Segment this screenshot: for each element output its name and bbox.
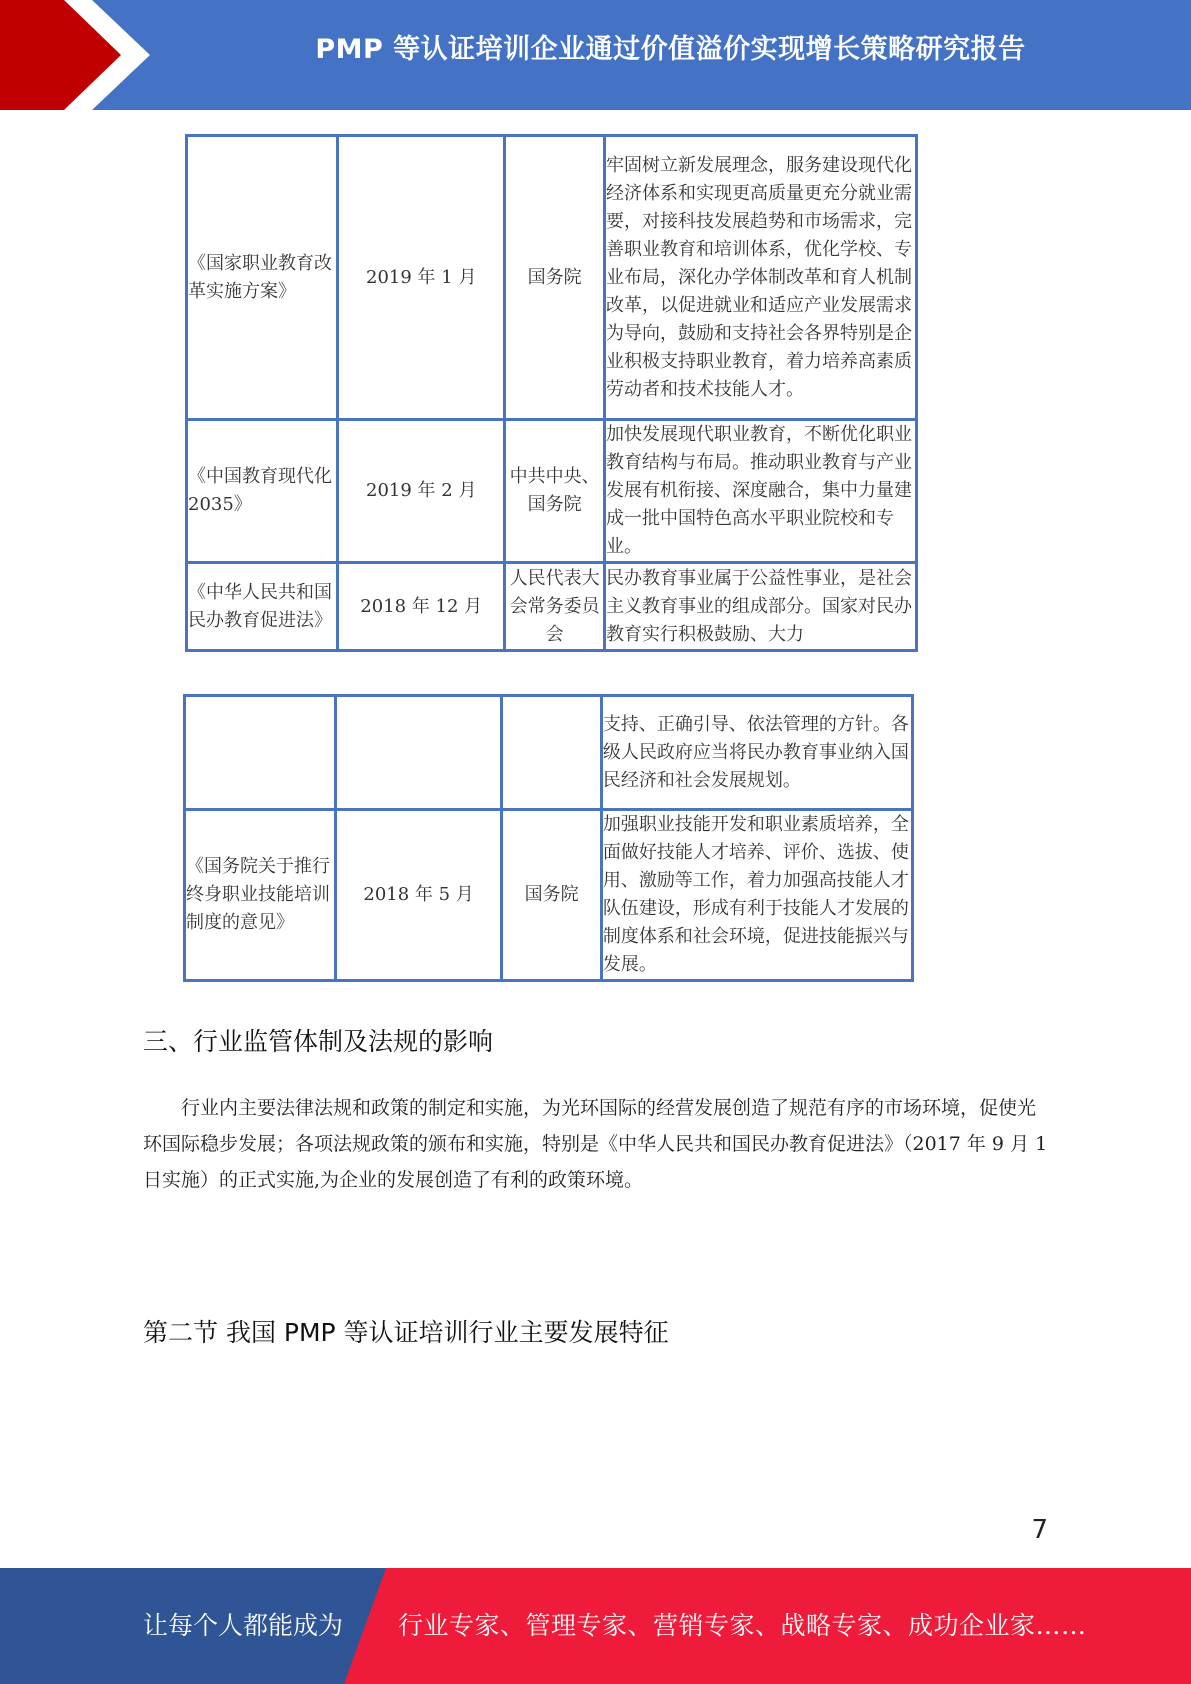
policy-date-cell: 2019 年 2 月: [338, 420, 505, 563]
policy-date-cell: 2018 年 5 月: [335, 810, 502, 981]
policy-name-cell: [185, 696, 336, 810]
policy-date-cell: 2019 年 1 月: [338, 136, 505, 420]
table-row: [187, 563, 917, 651]
table-row: [185, 810, 913, 981]
policy-org-cell: 人民代表大会常务委员会: [505, 563, 605, 651]
section-paragraph: 行业内主要法律法规和政策的制定和实施，为光环国际的经营发展创造了规范有序的市场环境，促使光环国际稳步发展；各项法规政策的颁布和实施，特别是《中华人民共和国民办教育促进法》（2017 年 9 月 1 日实施）的正式实施,为企业的发展创造了有利的政策环境。: [143, 1097, 1048, 1191]
policy-name-cell: 《国家职业教育改革实施方案》: [187, 136, 338, 420]
policy-org-cell: 国务院: [505, 136, 605, 420]
policy-desc-cell: 民办教育事业属于公益性事业，是社会主义教育事业的组成部分。国家对民办教育实行积极鼓励、大力: [605, 563, 917, 651]
policy-date-cell: 2018 年 12 月: [338, 563, 505, 651]
policy-name-cell: 《国务院关于推行终身职业技能培训制度的意见》: [185, 810, 336, 981]
policy-date-cell: [335, 696, 502, 810]
table-row: [185, 696, 913, 810]
policy-org-cell: 中共中央、国务院: [505, 420, 605, 563]
header-arrow-decoration: [0, 0, 160, 110]
report-title: PMP 等认证培训企业通过价值溢价实现增长策略研究报告: [315, 34, 1026, 65]
policy-desc-cell: 加快发展现代职业教育，不断优化职业教育结构与布局。推动职业教育与产业发展有机衔接、深度融合，集中力量建成一批中国特色高水平职业院校和专业。: [605, 420, 917, 563]
policy-name-cell: 《中国教育现代化 2035》: [187, 420, 338, 563]
policy-desc-cell: 支持、正确引导、依法管理的方针。各级人民政府应当将民办教育事业纳入国民经济和社会发展规划。: [601, 696, 912, 810]
page-number: 7: [1031, 1515, 1048, 1545]
footer-slogan-right: 行业专家、管理专家、营销专家、战略专家、成功企业家……: [398, 1611, 1087, 1640]
policy-desc-cell: 牢固树立新发展理念，服务建设现代化经济体系和实现更高质量更充分就业需要，对接科技发展趋势和市场需求，完善职业教育和培训体系，优化学校、专业布局，深化办学体制改革和育人机制改革，以促进就业和适应产业发展需求为导向，鼓励和支持社会各界特别是企业积极支持职业教育，着力培养高素质劳动者和技术技能人才。: [605, 136, 917, 420]
policy-name-cell: 《中华人民共和国民办教育促进法》: [187, 563, 338, 651]
footer-slogan-left: 让每个人都能成为: [143, 1611, 344, 1640]
policy-org-cell: 国务院: [502, 810, 602, 981]
policy-org-cell: [502, 696, 602, 810]
section-heading: 三、行业监管体制及法规的影响: [143, 1027, 494, 1056]
policy-table-part1: [185, 134, 918, 652]
page-footer: [0, 1568, 1191, 1684]
chapter-section-heading: 第二节 我国 PMP 等认证培训行业主要发展特征: [143, 1318, 669, 1347]
table-row: [187, 420, 917, 563]
policy-table-part2: [183, 694, 914, 982]
policy-desc-cell: 加强职业技能开发和职业素质培养，全面做好技能人才培养、评价、选拔、使用、激励等工作，着力加强高技能人才队伍建设，形成有利于技能人才发展的制度体系和社会环境，促进技能振兴与发展。: [601, 810, 912, 981]
table-row: [187, 136, 917, 420]
page-header: [0, 0, 1191, 110]
